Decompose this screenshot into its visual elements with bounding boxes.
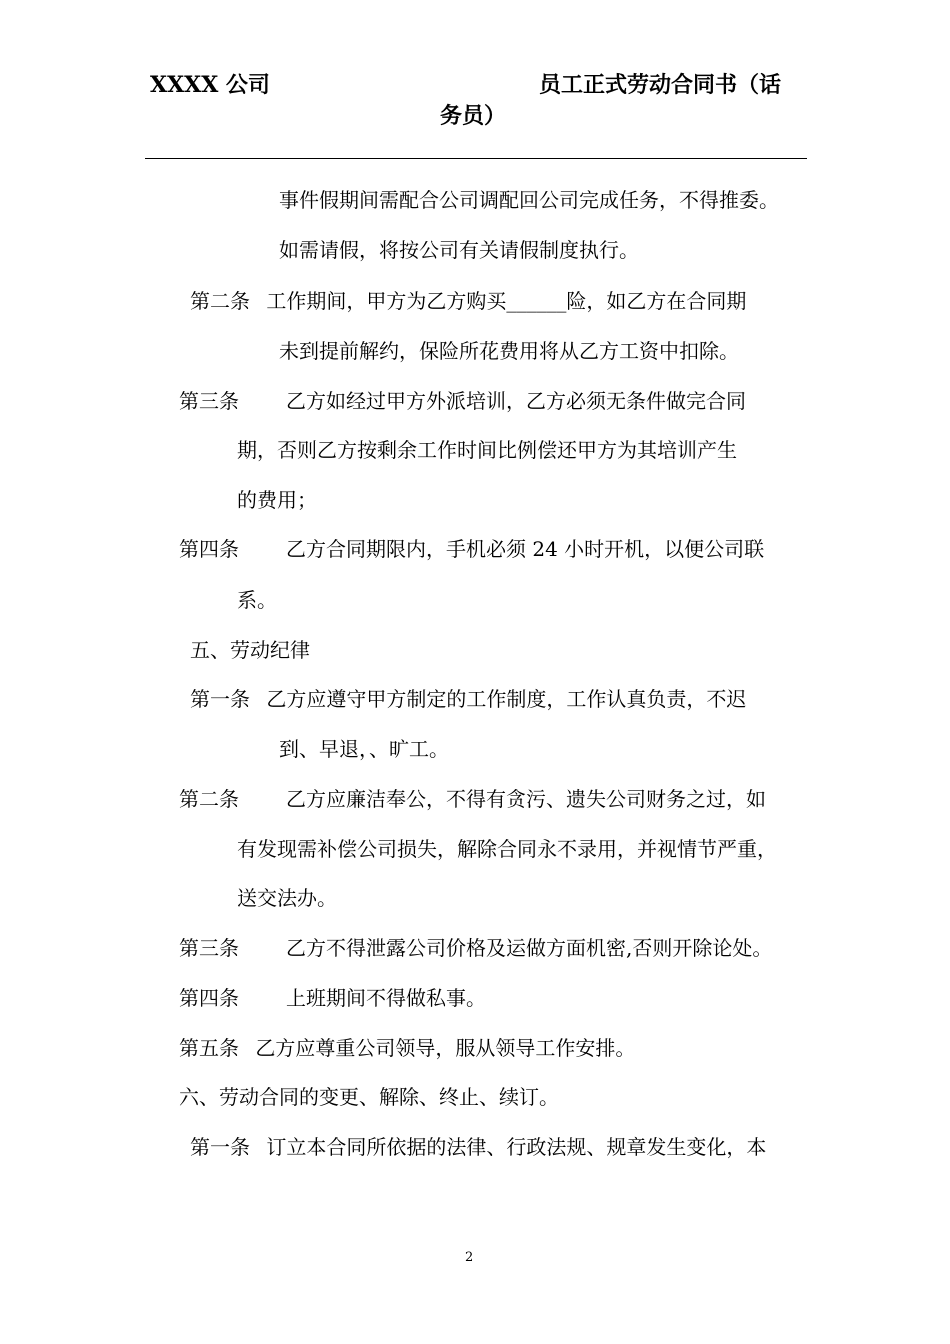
line-text: 的费用； (237, 488, 317, 512)
article-label: 第二条 (179, 787, 239, 811)
line-text: 乙方如经过甲方外派培训，乙方必须无条件做完合同 (286, 389, 746, 413)
article-label: 第一条 (190, 1135, 250, 1159)
article-label: 第三条 (179, 389, 239, 413)
article-line (179, 535, 765, 563)
body-line (279, 236, 639, 264)
body-line (237, 884, 337, 912)
article-line (179, 785, 766, 813)
body-line (279, 186, 779, 214)
line-text: 上班期间不得做私事。 (286, 986, 486, 1010)
line-text: 事件假期间需配合公司调配回公司完成任务，不得推委。 (279, 188, 779, 212)
line-text: 期，否则乙方按剩余工作时间比例偿还甲方为其培训产生 (237, 438, 737, 462)
article-label: 第二条 (190, 289, 250, 313)
line-text: 五、劳动纪律 (190, 638, 310, 662)
body-line (237, 586, 277, 614)
section-heading (179, 1083, 559, 1111)
line-text: 乙方应尊重公司领导，服从领导工作安排。 (255, 1036, 636, 1060)
line-text: 订立本合同所依据的法律、行政法规、规章发生变化，本 (266, 1135, 767, 1159)
line-text: 乙方应廉洁奉公，不得有贪污、遗失公司财务之过，如 (286, 787, 766, 811)
header-rule (145, 158, 807, 159)
article-label: 第三条 (179, 936, 239, 960)
article-label: 第四条 (179, 537, 239, 561)
document-title-line1: 员工正式劳动合同书（话 (539, 72, 782, 98)
line-text: 未到提前解约，保险所花费用将从乙方工资中扣除。 (279, 339, 739, 363)
line-text: 六、劳动合同的变更、解除、终止、续订。 (179, 1085, 559, 1109)
line-text: 乙方不得泄露公司价格及运做方面机密,否则开除论处。 (286, 936, 773, 960)
article-label: 第五条 (179, 1036, 239, 1060)
body-line (237, 486, 317, 514)
article-line (190, 287, 746, 315)
page-number: 2 (465, 1250, 474, 1265)
line-text: 乙方合同期限内，手机必须 24 小时开机，以便公司联 (286, 537, 765, 561)
line-text: 到、早退，、旷工。 (279, 737, 449, 761)
section-heading (190, 636, 310, 664)
article-line (179, 934, 773, 962)
article-line (190, 685, 746, 713)
article-label: 第一条 (190, 687, 250, 711)
line-text: 系。 (237, 588, 277, 612)
line-text: 乙方应遵守甲方制定的工作制度，工作认真负责，不迟 (266, 687, 747, 711)
body-line (237, 835, 777, 863)
body-line (279, 337, 739, 365)
line-text: 送交法办。 (237, 886, 337, 910)
article-line (179, 984, 486, 1012)
document-title-line2: 务员） (440, 103, 507, 129)
article-line (179, 387, 746, 415)
article-line (190, 1133, 766, 1161)
line-text: 如需请假，将按公司有关请假制度执行。 (279, 238, 639, 262)
line-text: 有发现需补偿公司损失，解除合同永不录用，并视情节严重， (237, 837, 777, 861)
article-line (179, 1034, 635, 1062)
article-label: 第四条 (179, 986, 239, 1010)
line-text: 工作期间，甲方为乙方购买______险，如乙方在合同期 (266, 289, 747, 313)
company-name: XXXX 公司 (150, 72, 270, 98)
body-line (279, 735, 449, 763)
body-line (237, 436, 737, 464)
